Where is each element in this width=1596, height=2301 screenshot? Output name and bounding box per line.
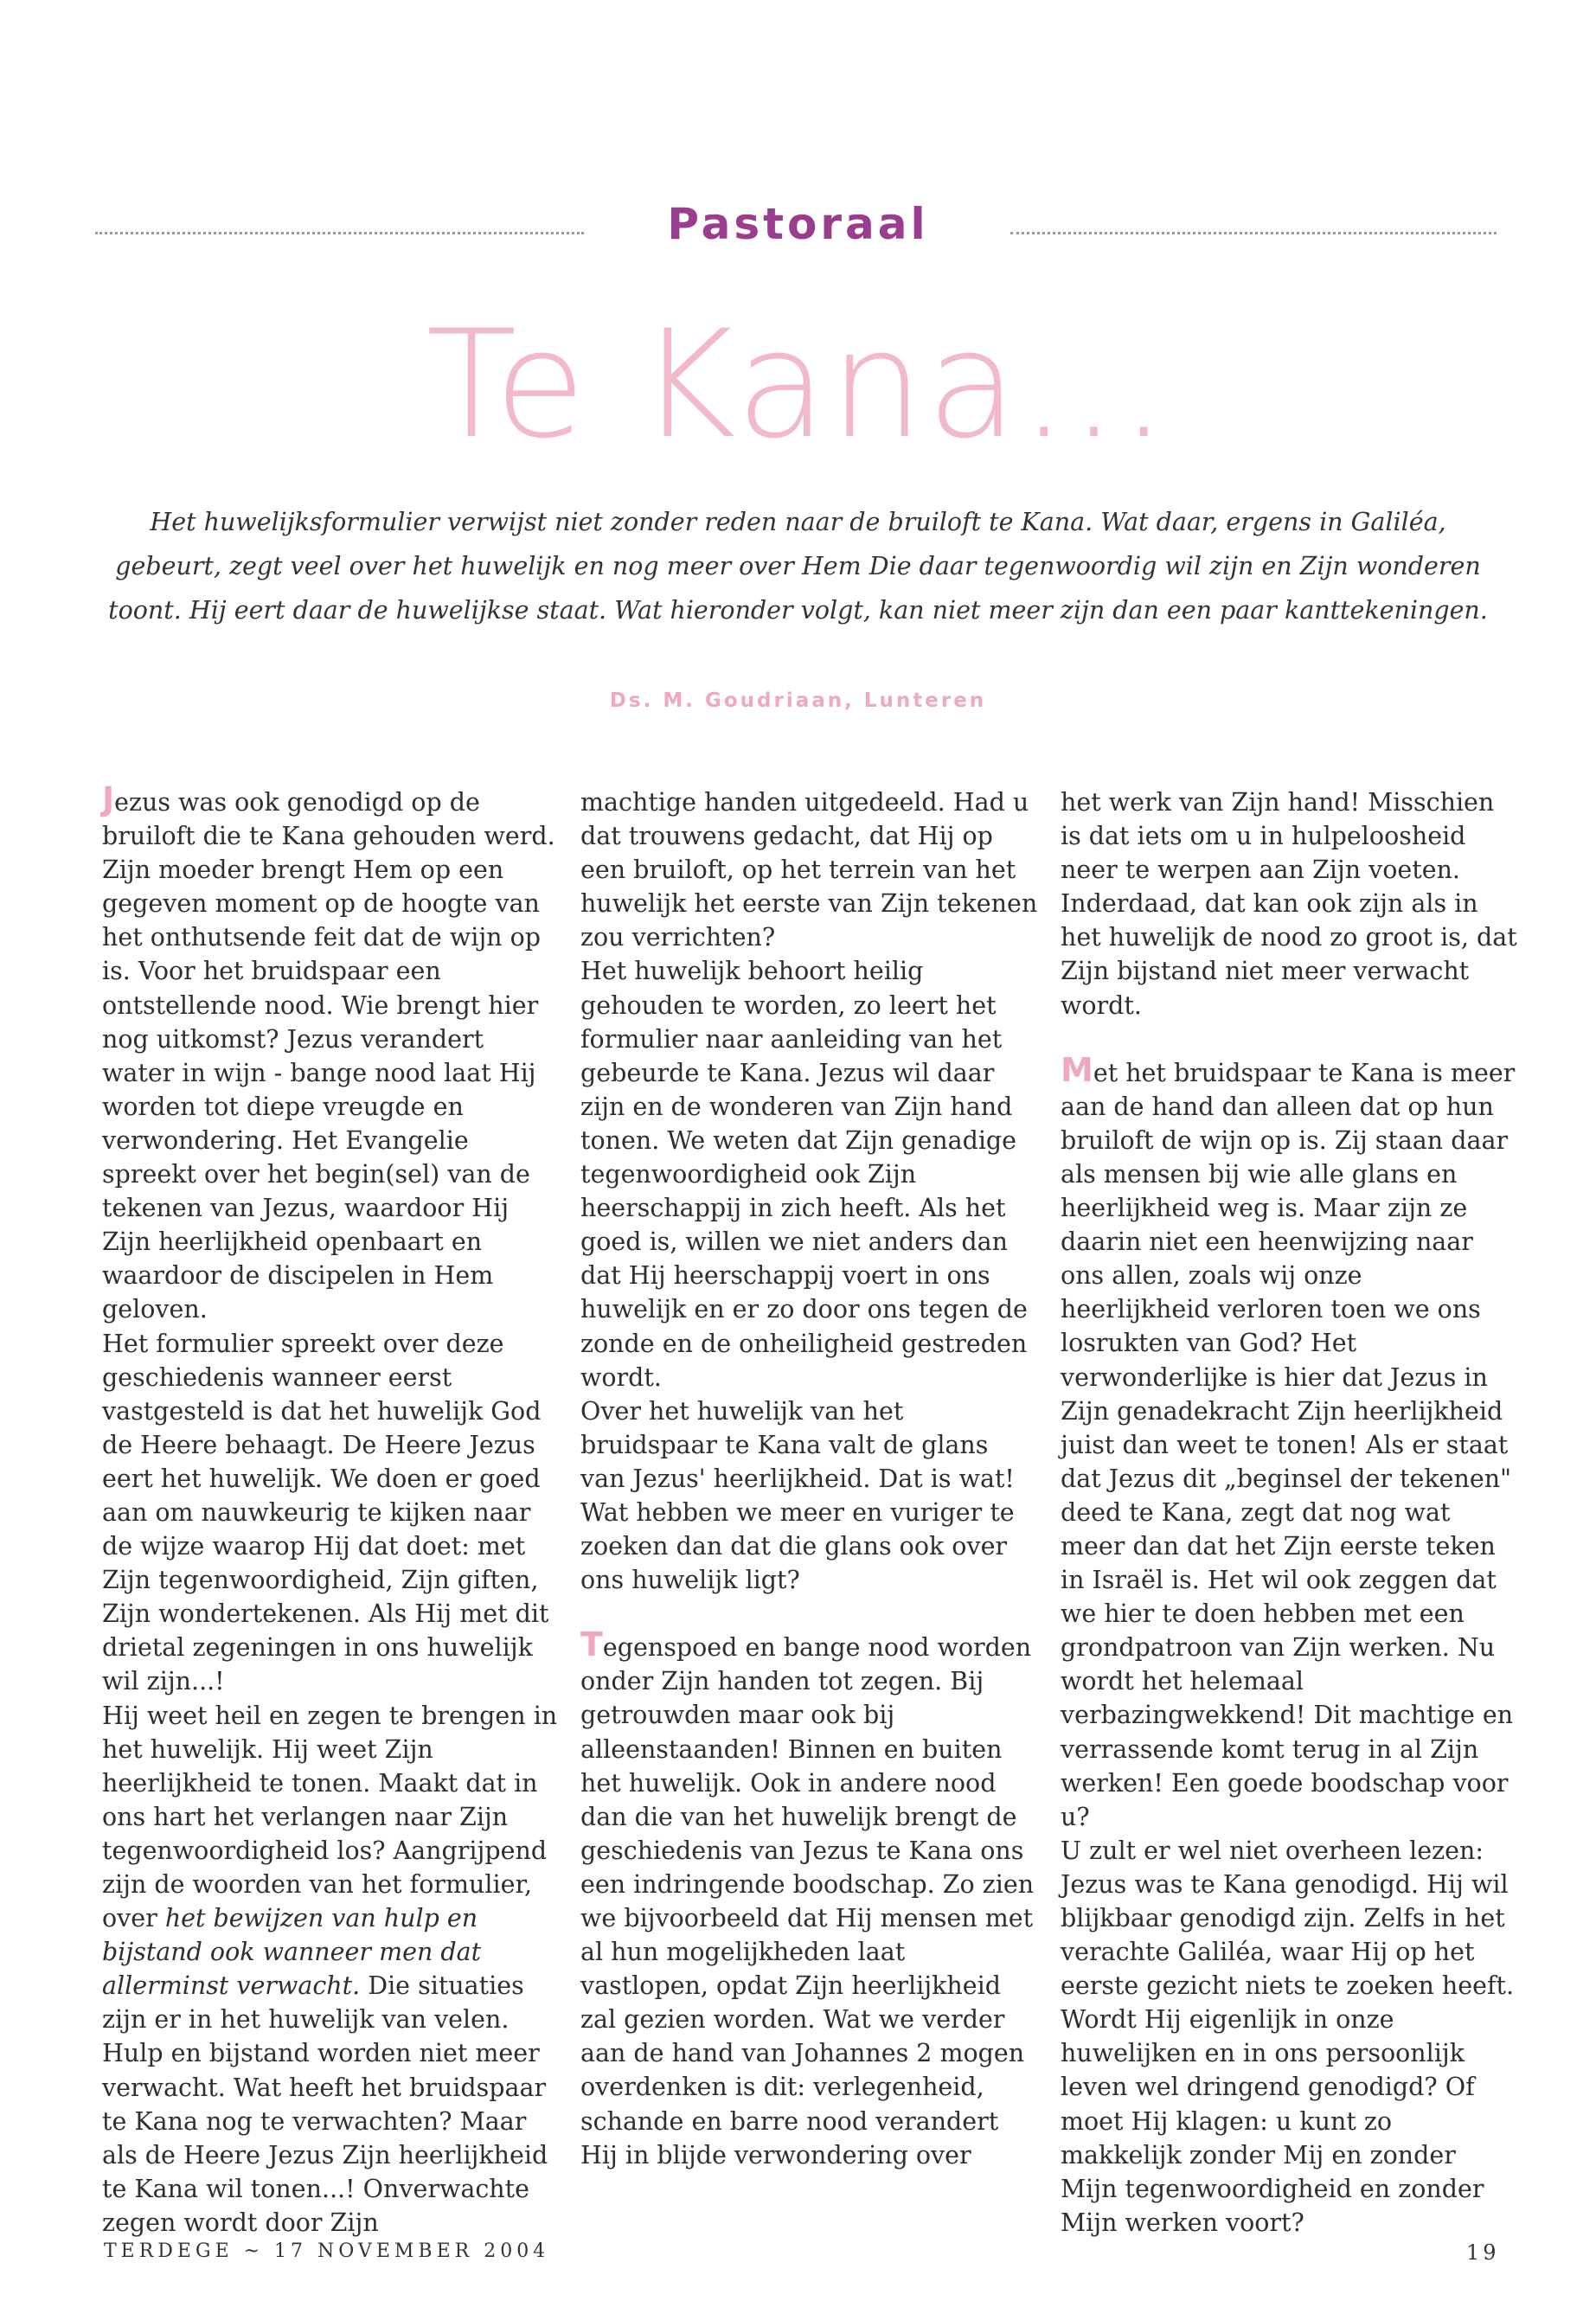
paragraph [102, 780, 561, 1327]
paragraph: Het huwelijk behoort heilig gehouden te worden, zo leert het formulier naar aanleiding van het gebeurde te Kana. Jezus wil daar zijn en de wonderen van Zijn hand tonen. We weten dat Zijn genadige tegenwoordigheid ook Zijn heerschappij in zich heeft. Als het goed is, willen we niet anders dan dat Hij heerschappij voert in ons huwelijk en er zo door ons tegen de zonde en de onheiligheid gestreden wordt. [580, 957, 1028, 1392]
drop-cap: T [580, 1625, 603, 1664]
article-intro: Het huwelijksformulier verwijst niet zonder reden naar de bruiloft te Kana. Wat daar, ergens in Galiléa, gebeurt, zegt veel over het huwelijk en nog meer over Hem Die daar tegenwoordig wil zijn en Zijn wonderen toont. Hij eert daar de huwelijkse staat. Wat hieronder volgt, kan niet meer zijn dan een paar kanttekeningen. [108, 508, 1488, 625]
paragraph-text: Die situaties zijn er in het huwelijk van velen. Hulp en bijstand worden niet meer verwacht. Wat heeft het bruidspaar te Kana nog te verwachten? Maar als de Heere Jezus Zijn heerlijkheid te Kana wil tonen...! Onverwachte zegen wordt door Zijn [102, 1971, 548, 2237]
text-column-1 [102, 780, 561, 2240]
paragraph-text: et het bruidspaar te Kana is meer aan de hand dan alleen dat op hun bruiloft de wijn op is. Zij staan daar als mensen bij wie alle glans en heerlijkheid weg is. Maar zijn ze daarin niet een heenwijzing naar ons allen, zoals wij onze heerlijkheid verloren toen we ons losrukten van God? Het verwonderlijke is hier dat Jezus in Zijn genadekracht Zijn heerlijkheid juist dan weet te tonen! Als er staat dat Jezus dit „beginsel der tekenen" deed te Kana, zegt dat nog wat meer dan dat het Zijn eerste teken in Israël is. Het wil ook zeggen dat we hier te doen hebben met een grondpatroon van Zijn werken. Nu wordt het helemaal verbazingwekkend! Dit machtige en verrassende komt terug in al Zijn werken! Een goede boodschap voor u? [1061, 1058, 1516, 1831]
section-label: Pastoraal [667, 199, 929, 249]
paragraph: het werk van Zijn hand! Misschien is dat iets om u in hulpeloosheid neer te werpen aan Zijn voeten. Inderdaad, dat kan ook zijn als in het huwelijk de nood zo groot is, dat Zijn bijstand niet meer verwacht wordt. [1061, 788, 1517, 1020]
paragraph [1061, 1050, 1519, 1834]
paragraph: machtige handen uitgedeeld. Had u dat trouwens gedacht, dat Hij op een bruiloft, op het terrein van het huwelijk het eerste van Zijn tekenen zou verrichten? [580, 788, 1038, 952]
paragraph-text: ezus was ook genodigd op de bruiloft die te Kana gehouden werd. Zijn moeder brengt Hem op een gegeven moment op de hoogte van het onthutsende feit dat de wijn op is. Voor het bruidspaar een ontstellende nood. Wie brengt hier nog uitkomst? Jezus verandert water in wijn - bange nood laat Hij worden tot diepe vreugde en verwondering. Het Evangelie spreekt over het begin(sel) van de tekenen van Jezus, waardoor Hij Zijn heerlijkheid openbaart en waardoor de discipelen in Hem geloven. [102, 788, 555, 1324]
quoted-text: het bewijzen van hulp en bijstand ook wanneer men dat allerminst verwacht. [102, 1904, 482, 2001]
paragraph: U zult er wel niet overheen lezen: Jezus was te Kana genodigd. Hij wil blijkbaar genodigd zijn. Zelfs in het verachte Galiléa, waar Hij op het eerste gezicht niets te zoeken heeft. Wordt Hij eigenlijk in onze huwelijken en in ons persoonlijk leven wel dringend genodigd? Of moet Hij klagen: u kunt zo makkelijk zonder Mij en zonder Mijn tegenwoordigheid en zonder Mijn werken voort? [1061, 1836, 1515, 2237]
paragraph: Over het huwelijk van het bruidspaar te Kana valt de glans van Jezus' heerlijkheid. Dat is wat! Wat hebben we meer en vuriger te zoeken dan dat die glans ook over ons huwelijk ligt? [580, 1396, 1015, 1595]
article-title: Te Kana... [426, 298, 1170, 471]
drop-cap: M [1061, 1050, 1093, 1089]
paragraph-text: Hij weet heil en zegen te brengen in het huwelijk. Hij weet Zijn heerlijkheid te tonen. Maakt dat in ons hart het verlangen naar Zijn tegenwoordigheid los? Aangrijpend zijn de woorden van het formulier, over [102, 1701, 558, 1933]
paragraph [580, 1625, 1039, 2172]
article-byline: Ds. M. Goudriaan, Lunteren [609, 689, 987, 712]
paragraph: Het formulier spreekt over deze geschiedenis wanneer eerst vastgesteld is dat het huwelijk God de Heere behaagt. De Heere Jezus eert het huwelijk. We doen er goed aan om nauwkeurig te kijken naar de wijze waarop Hij dat doet: met Zijn tegenwoordigheid, Zijn giften, Zijn wondertekenen. Als Hij met dit drietal zegeningen in ons huwelijk wil zijn...! [102, 1329, 549, 1696]
text-column-2 [580, 785, 1039, 2172]
page-number: 19 [1466, 2240, 1500, 2265]
drop-cap: J [102, 780, 115, 818]
footer-publication: TERDEGE ~ 17 NOVEMBER 2004 [104, 2240, 550, 2262]
paragraph [102, 1699, 561, 2240]
text-column-3 [1061, 785, 1519, 2240]
paragraph-text: egenspoed en bange nood worden onder Zijn handen tot zegen. Bij getrouwden maar ook bij alleenstaanden! Binnen en buiten het huwelijk. Ook in andere nood dan die van het huwelijk brengt de geschiedenis van Jezus te Kana ons een indringende boodschap. Zo zien we bijvoorbeeld dat Hij mensen met al hun mogelijkheden laat vastlopen, opdat Zijn heerlijkheid zal gezien worden. Wat we verder aan de hand van Johannes 2 mogen overdenken is dit: verlegenheid, schande en barre nood verandert Hij in blijde verwondering over [580, 1633, 1035, 2170]
